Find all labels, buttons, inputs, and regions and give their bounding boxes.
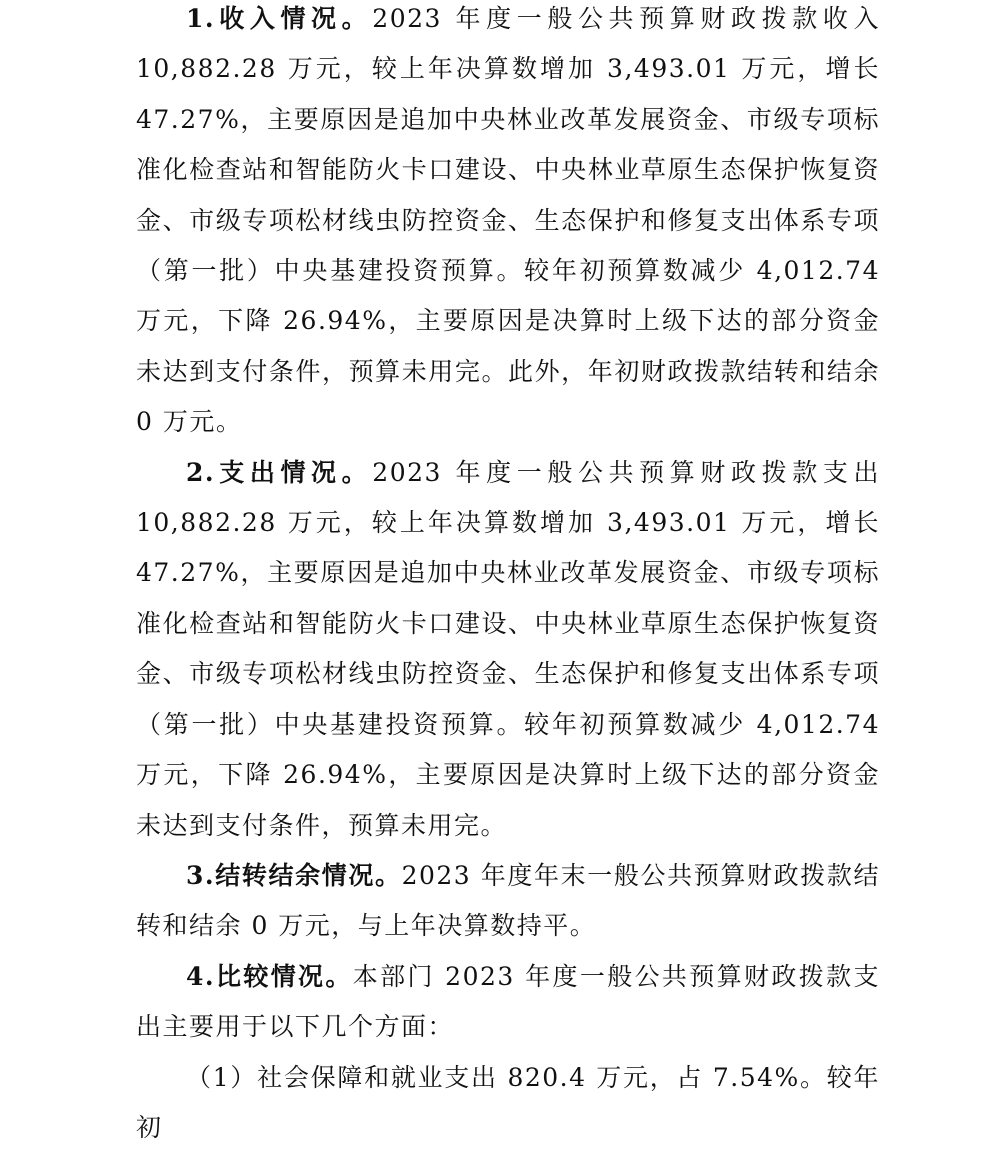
list-item-text: （1）社会保障和就业支出 820.4 万元，占 7.54%。较年初 xyxy=(136,1062,880,1142)
section-expenditure-heading: 2.支出情况。 xyxy=(186,457,373,487)
section-income-heading: 1.收入情况。 xyxy=(186,4,373,33)
section-income xyxy=(136,0,880,448)
document-page xyxy=(136,0,880,1153)
section-income-body: 2023 年度一般公共预算财政拨款收入 10,882.28 万元，较上年决算数增加 3,493.01 万元，增长 47.27%，主要原因是追加中央林业改革发展资金、市级专项标准化检查站和智能防火卡口建设、中央林业草原生态保护恢复资金、市级专项松材线虫防控资金、生态保护和修复支出体系专项（第一批）中央基建投资预算。较年初预算数减少 4,012.74 万元，下降 26.94%，主要原因是决算时上级下达的部分资金未达到支付条件，预算未用完。此外，年初财政拨款结转和结余 0 万元。 xyxy=(136,4,880,437)
list-item xyxy=(136,1053,880,1153)
section-carryover xyxy=(136,851,880,952)
section-expenditure xyxy=(136,448,880,851)
section-carryover-body: 2023 年度年末一般公共预算财政拨款结转和结余 0 万元，与上年决算数持平。 xyxy=(136,860,880,941)
section-comparison-body: 本部门 2023 年度一般公共预算财政拨款支出主要用于以下几个方面： xyxy=(136,961,880,1042)
section-comparison xyxy=(136,952,880,1053)
section-expenditure-body: 2023 年度一般公共预算财政拨款支出 10,882.28 万元，较上年决算数增加 3,493.01 万元，增长 47.27%，主要原因是追加中央林业改革发展资金、市级专项标准化检查站和智能防火卡口建设、中央林业草原生态保护恢复资金、市级专项松材线虫防控资金、生态保护和修复支出体系专项（第一批）中央基建投资预算。较年初预算数减少 4,012.74 万元，下降 26.94%，主要原因是决算时上级下达的部分资金未达到支付条件，预算未用完。 xyxy=(136,457,880,840)
section-comparison-heading: 4.比较情况。 xyxy=(186,961,353,991)
section-carryover-heading: 3.结转结余情况。 xyxy=(186,860,402,890)
